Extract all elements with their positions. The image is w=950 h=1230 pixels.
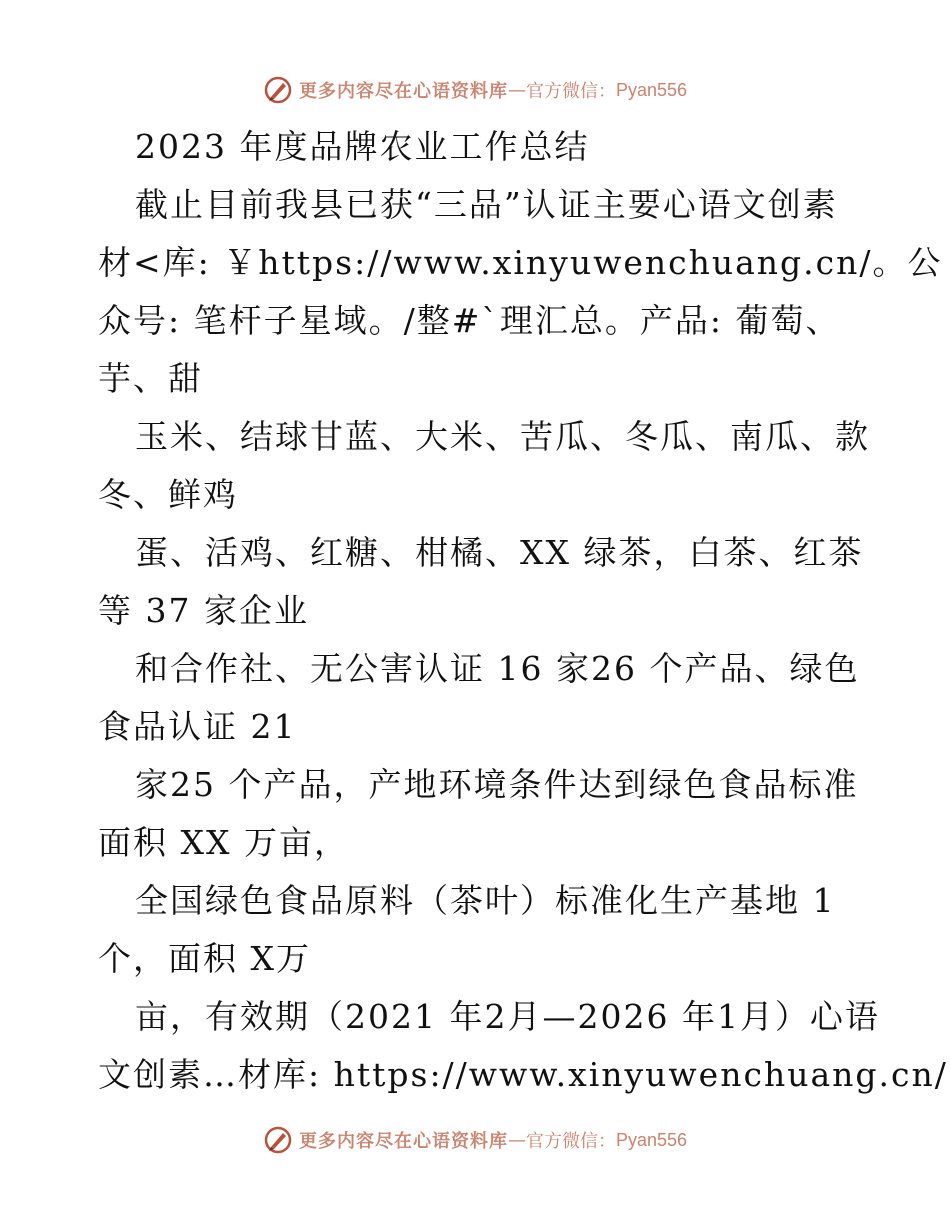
doc-line: 蛋、活鸡、红糖、柑橘、XX 绿茶，白茶、红茶 (135, 533, 864, 572)
watermark-wechat-label: 官方微信： (525, 81, 616, 102)
doc-line: 截止目前我县已获“三品”认证主要心语文创素 (135, 185, 838, 224)
doc-line: 玉米、结球甘蓝、大米、苦瓜、冬瓜、南瓜、款 (135, 417, 870, 456)
doc-line: 众号: 笔杆子星域。/整#`理汇总。产品: 葡萄、 (98, 301, 841, 340)
pen-logo-icon (263, 1125, 293, 1155)
doc-line: 材<库: ￥https://www.xinyuwenchuang.cn/。公 (98, 243, 943, 282)
footer-watermark (0, 1120, 950, 1160)
document-body (98, 118, 948, 1104)
header-watermark (0, 70, 950, 110)
doc-line: 芋、甜 (98, 359, 203, 398)
doc-line: 亩，有效期（2021 年2月—2026 年1月）心语 (135, 997, 880, 1036)
doc-line: 全国绿色食品原料（茶叶）标准化生产基地 1 (135, 881, 836, 920)
watermark-main-text: 更多内容尽在心语资料库 (298, 81, 508, 102)
doc-line: 个，面积 X万 (98, 939, 311, 978)
watermark-wechat-id: Pyan556 (615, 1129, 688, 1150)
watermark-separator: — (507, 1129, 526, 1151)
doc-line: 等 37 家企业 (98, 591, 309, 630)
doc-line: 家25 个产品，产地环境条件达到绿色食品标准 (135, 765, 859, 804)
watermark-wechat-label: 官方微信： (525, 1131, 616, 1152)
doc-line: 面积 XX 万亩， (98, 823, 349, 862)
pen-logo-icon (263, 75, 293, 105)
watermark-separator: — (507, 79, 526, 101)
doc-line: 冬、鲜鸡 (98, 475, 238, 514)
doc-title: 2023 年度品牌农业工作总结 (135, 127, 590, 166)
watermark-main-text: 更多内容尽在心语资料库 (298, 1131, 508, 1152)
watermark-wechat-id: Pyan556 (615, 79, 688, 100)
doc-line: 文创素…材库: https://www.xinyuwenchuang.cn/ (98, 1055, 948, 1094)
doc-line: 和合作社、无公害认证 16 家26 个产品、绿色 (135, 649, 860, 688)
doc-line: 食品认证 21 (98, 707, 297, 746)
